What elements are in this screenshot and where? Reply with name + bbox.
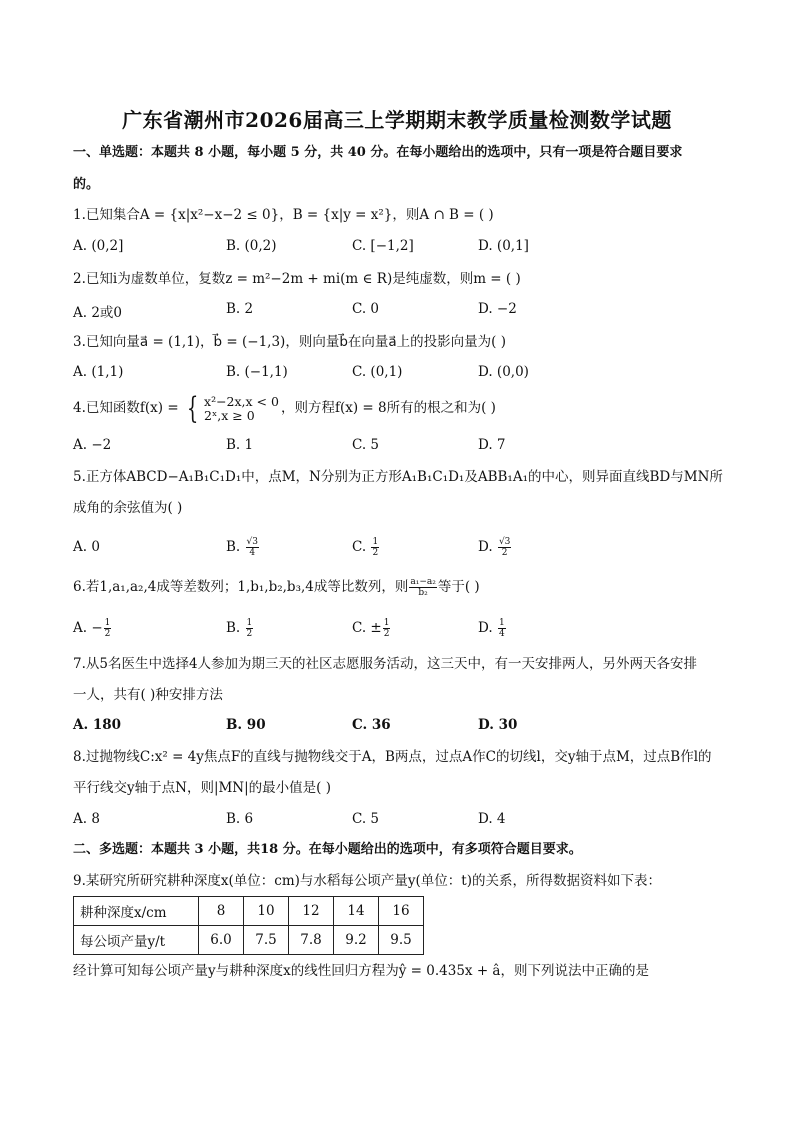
row-header: 耕种深度x/cm [74,897,199,926]
option-d-label: D. [478,539,493,555]
table-cell: 10 [244,897,289,926]
option-a [73,615,112,641]
table-row [74,926,424,955]
numerator: √3 [246,537,258,547]
option-a: A. 8 [73,811,100,827]
option-b: B. (−1,1) [226,364,288,380]
option-b [226,534,260,560]
fraction [371,537,379,558]
option-b: B. (0,2) [226,238,277,254]
question-4 [73,392,496,424]
option-b: B. 90 [226,717,266,733]
option-d: D. 7 [478,437,506,453]
fraction [104,618,112,639]
question-2: 2.已知i为虚数单位，复数z = m²−2m + mi(m ∈ R)是纯虚数，则m = ( ) [73,271,521,287]
question-7-options [73,717,733,735]
option-a-label: A. − [73,620,103,636]
option-a: A. −2 [73,437,112,453]
numerator: 1 [383,618,390,628]
option-c: C. 36 [352,717,391,733]
table-cell: 12 [289,897,334,926]
fraction [383,618,391,639]
option-c: C. (0,1) [352,364,403,380]
table-cell: 8 [199,897,244,926]
piece-2: 2ˣ,x ≥ 0 [204,407,255,423]
denominator: 2 [372,548,379,558]
option-a: A. 180 [73,717,122,733]
table-cell: 9.2 [334,926,379,955]
question-1: 1.已知集合A = {x|x²−x−2 ≤ 0}，B = {x|y = x²}，则A ∩ B = ( ) [73,207,494,223]
question-3: 3.已知向量a⃗ = (1,1)，b⃗ = (−1,3)，则向量b⃗在向量a⃗上的投影向量为( ) [73,334,506,350]
option-c [352,615,391,641]
numerator: √3 [498,537,511,547]
option-d [478,615,507,641]
denominator: b₂ [418,588,428,598]
option-d: D. (0,1] [478,238,529,254]
fraction [498,618,506,639]
question-2-options [73,301,733,319]
fraction [246,618,254,639]
table-row [74,897,424,926]
fraction [498,537,511,558]
question-7: 7.从5名医生中选择4人参加为期三天的社区志愿服务活动，这三天中，有一天安排两人，另外两天各安排 [73,656,698,672]
section1-heading-cont: 的。 [73,177,100,192]
question-4-suffix: ，则方程f(x) = 8所有的根之和为( ) [280,400,496,416]
option-b: B. 6 [226,811,254,827]
numerator: 1 [104,618,111,628]
row-header: 每公顷产量y/t [74,926,199,955]
question-6-prefix: 6.若1,a₁,a₂,4成等差数列；1,b₁,b₂,b₃,4成等比数列，则 [73,579,409,595]
question-8-options [73,811,733,829]
question-8-cont: 平行线交y轴于点N，则|MN|的最小值是( ) [73,780,331,796]
option-c: C. 5 [352,437,380,453]
question-4-prefix: 4.已知函数f(x) = [73,400,183,416]
option-c [352,534,380,560]
table-cell: 14 [334,897,379,926]
option-d: D. 4 [478,811,506,827]
option-a: A. (0,2] [73,238,124,254]
table-cell: 7.5 [244,926,289,955]
fraction [409,577,437,598]
data-table [73,896,424,955]
denominator: 2 [246,629,253,639]
option-c: C. [−1,2] [352,238,414,254]
page-title: 广东省潮州市2026届高三上学期期末教学质量检测数学试题 [122,108,672,132]
denominator: 4 [249,548,256,558]
option-b: B. 2 [226,301,254,317]
question-6 [73,574,480,600]
option-a: A. 2或0 [73,305,123,321]
option-b-label: B. [226,620,241,636]
option-d: D. 30 [478,717,518,733]
table-cell: 9.5 [379,926,424,955]
option-d: D. (0,0) [478,364,529,380]
question-9-cont: 经计算可知每公顷产量y与耕种深度x的线性回归方程为ŷ = 0.435x + â，则下列说法中正确的是 [73,963,649,979]
fraction [246,537,259,558]
option-c: C. 0 [352,301,380,317]
numerator: a₁−a₂ [410,577,436,587]
option-c: C. 5 [352,811,380,827]
denominator: 4 [498,629,505,639]
question-3-options [73,364,733,382]
brace-symbol: { [186,390,199,426]
question-5: 5.正方体ABCD−A₁B₁C₁D₁中，点M，N分别为正方形A₁B₁C₁D₁及ABB₁A₁的中心，则异面直线BD与MN所 [73,469,723,485]
option-d [478,534,512,560]
option-d: D. −2 [478,301,517,317]
denominator: 2 [104,629,111,639]
table-cell: 6.0 [199,926,244,955]
piece-1: x²−2x,x < 0 [204,393,279,409]
option-a: A. 0 [73,539,100,555]
question-5-options [73,534,733,560]
section2-heading: 二、多选题：本题共 3 小题，共18 分。在每小题给出的选项中，有多项符合题目要求。 [73,842,582,857]
question-4-options [73,437,733,455]
numerator: 1 [246,618,253,628]
option-b [226,615,254,641]
option-c-label: C. ± [352,620,382,636]
option-c-label: C. [352,539,367,555]
question-7-cont: 一人，共有( )种安排方法 [73,687,223,703]
question-5-cont: 成角的余弦值为( ) [73,500,183,516]
numerator: 1 [372,537,379,547]
denominator: 2 [383,629,390,639]
option-b-label: B. [226,539,241,555]
question-9: 9.某研究所研究耕种深度x(单位：cm)与水稻每公顷产量y(单位：t)的关系，所得数据资料如下表： [73,873,661,889]
option-d-label: D. [478,620,493,636]
section1-heading: 一、单选题：本题共 8 小题，每小题 5 分，共 40 分。在每小题给出的选项中，只有一项是符合题目要求 [73,145,683,160]
option-b: B. 1 [226,437,254,453]
piecewise-function [204,395,279,423]
question-1-options [73,238,733,256]
question-8: 8.过抛物线C:x² = 4y焦点F的直线与抛物线交于A，B两点，过点A作C的切线l，交y轴于点M，过点B作l的 [73,749,712,765]
table-cell: 7.8 [289,926,334,955]
option-a: A. (1,1) [73,364,124,380]
numerator: 1 [498,618,505,628]
table-cell: 16 [379,897,424,926]
question-6-options [73,615,733,641]
question-6-suffix: 等于( ) [437,579,480,595]
denominator: 2 [501,548,508,558]
